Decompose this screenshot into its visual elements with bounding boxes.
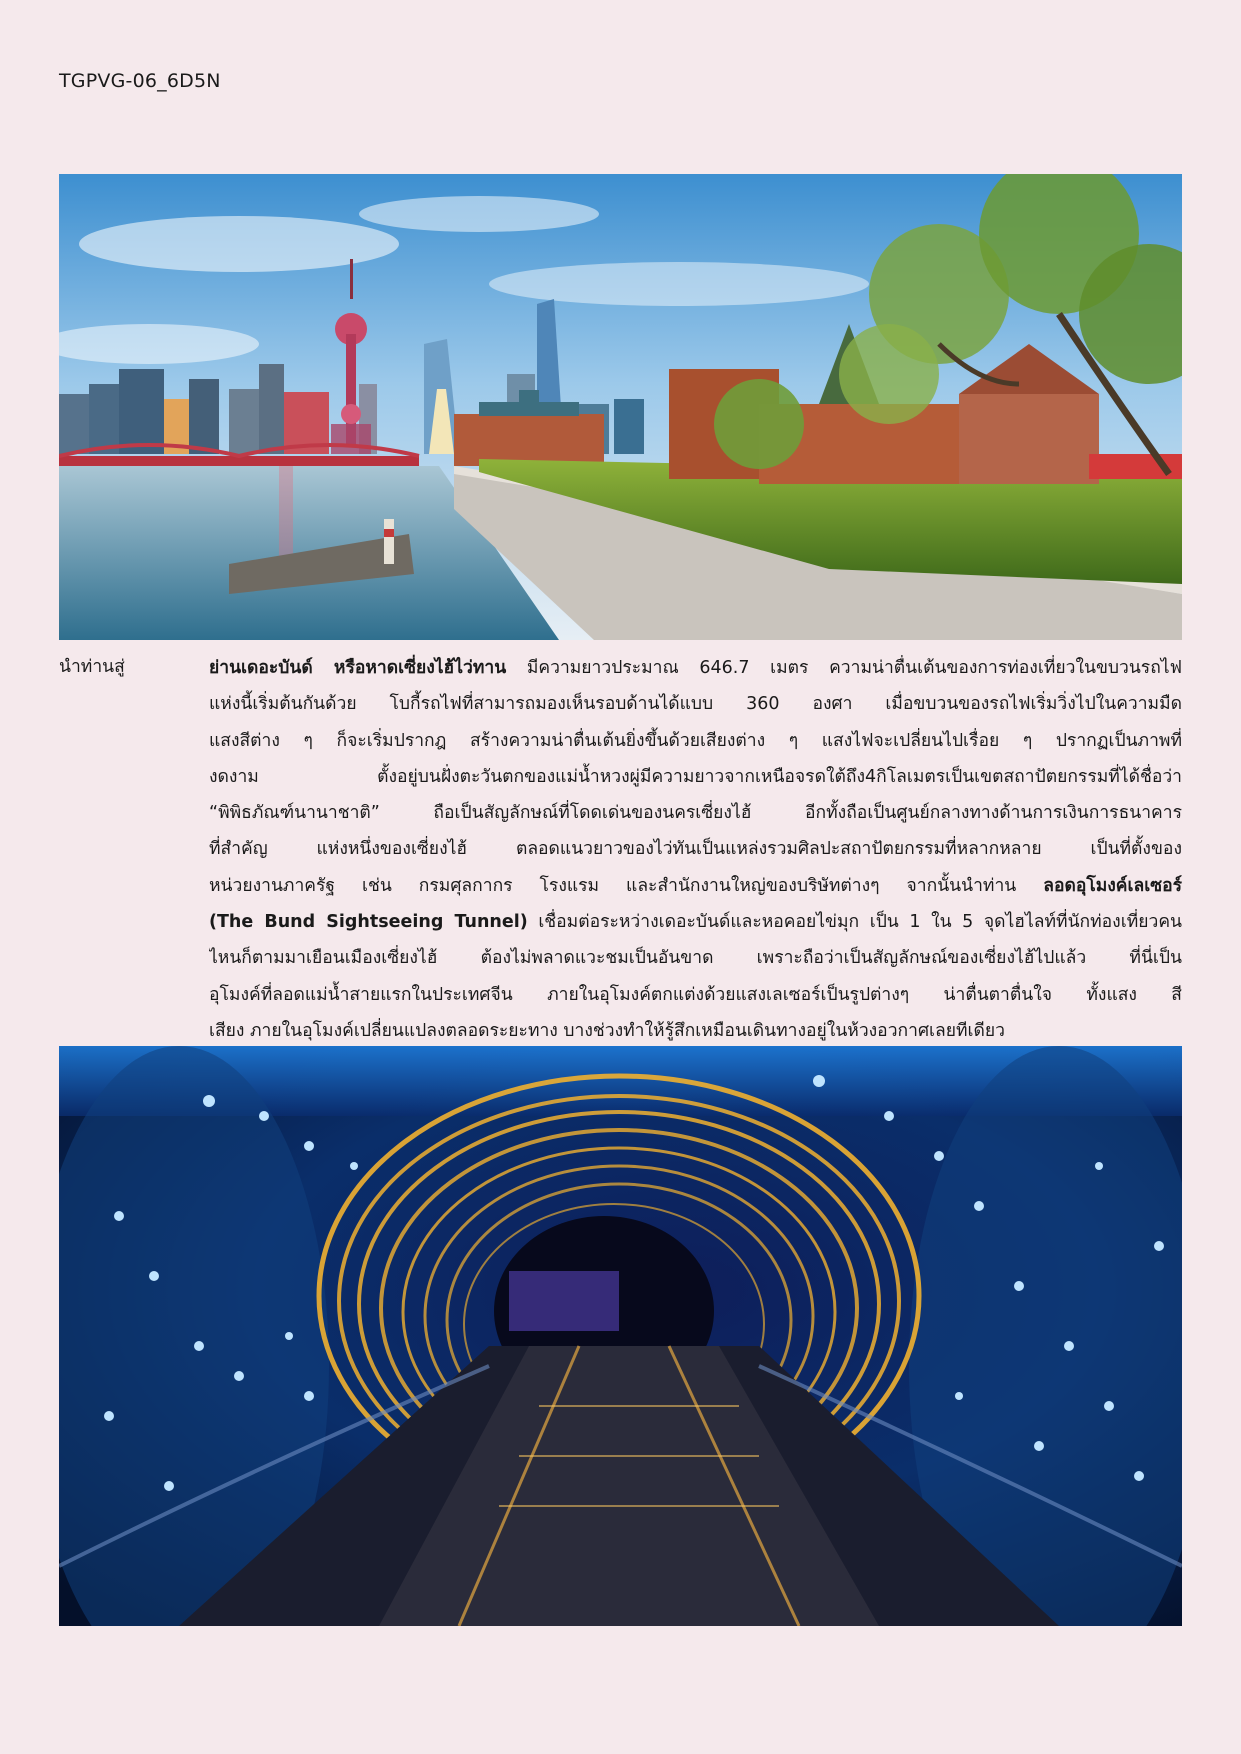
- itinerary-line: [209, 650, 1182, 686]
- body-text: เสียง ภายในอุโมงค์เปลี่ยนแปลงตลอดระยะทาง บางช่วงทำให้รู้สึกเหมือนเดินทางอยู่ในห้วงอวกาศเลยทีเดียว: [209, 1020, 1005, 1041]
- body-text: ที่สำคัญ แห่งหนึ่งของเซี่ยงไฮ้ ตลอดแนวยาวของไว่ทันเป็นแหล่งรวมศิลปะสถาปัตยกรรมที่หลากหลาย เป็นที่ตั้งของ: [209, 839, 1182, 860]
- itinerary-label: นำท่านสู่: [59, 657, 125, 677]
- itinerary-line: [209, 795, 1182, 831]
- itinerary-line: [209, 759, 1182, 795]
- itinerary-line: [209, 831, 1182, 867]
- itinerary-description: [209, 650, 1182, 1049]
- highlight-text: ย่านเดอะบันด์ หรือหาดเซี่ยงไฮ้ไว่ทาน: [209, 658, 507, 678]
- body-text: แสงสีต่าง ๆ ก็จะเริ่มปรากฎ สร้างความน่าตื่นเต้นยิ่งขึ้นด้วยเสียงต่าง ๆ แสงไฟจะเปลี่ยนไปเรื่อย ๆ ปรากฏเป็นภาพที่: [209, 730, 1182, 751]
- body-text: ไหนก็ตามมาเยือนเมืองเซี่ยงไฮ้ ต้องไม่พลาดแวะชมเป็นอันขาด เพราะถือว่าเป็นสัญลักษณ์ของเซี่ยงไฮ้ไปแล้ว ที่นี่เป็น: [209, 948, 1182, 969]
- itinerary-line: [209, 1013, 1182, 1049]
- body-text: “พิพิธภัณฑ์นานาชาติ” ถือเป็นสัญลักษณ์ที่โดดเด่นของนครเซี่ยงไฮ้ อีกทั้งถือเป็นศูนย์กลางทางด้านการเงินการธนาคาร: [209, 803, 1182, 824]
- highlight-text: (The Bund Sightseeing Tunnel): [209, 912, 528, 933]
- body-text: แห่งนี้เริ่มต้นกันด้วย โบกี้รถไฟที่สามารถมองเห็นรอบด้านได้แบบ 360 องศา เมื่อขบวนของรถไฟเริ่มวิ่งไปในความมืด: [209, 694, 1182, 715]
- itinerary-line: [209, 686, 1182, 722]
- itinerary-line: [209, 868, 1182, 904]
- body-text: มีความยาวประมาณ 646.7 เมตร ความน่าตื่นเต้นของการท่องเที่ยวในขบวนรถไฟ: [506, 658, 1182, 678]
- document-code: TGPVG-06_6D5N: [59, 70, 221, 92]
- highlight-text: ลอดอุโมงค์เลเซอร์: [1043, 875, 1182, 896]
- itinerary-line: [209, 977, 1182, 1013]
- body-text: หน่วยงานภาครัฐ เช่น กรมศุลกากร โรงแรม และสำนักงานใหญ่ของบริษัทต่างๆ จากนั้นนำท่าน: [209, 875, 1044, 896]
- itinerary-line: [209, 723, 1182, 759]
- body-text: งดงาม ตั้งอยู่บนฝั่งตะวันตกของแม่น้ำหวงผู่มีความยาวจากเหนือจรดใต้ถึง4กิโลเมตรเป็นเขตสถาปัตยกรรมที่ได้ชื่อว่า: [209, 766, 1182, 787]
- body-text: เชื่อมต่อระหว่างเดอะบันด์และหอคอยไข่มุก เป็น 1 ใน 5 จุดไฮไลท์ที่นักท่องเที่ยวคน: [527, 912, 1182, 933]
- bund-sightseeing-tunnel-photo: [59, 1046, 1182, 1626]
- body-text: อุโมงค์ที่ลอดแม่น้ำสายแรกในประเทศจีน ภายในอุโมงค์ตกแต่งด้วยแสงเลเซอร์เป็นรูปต่างๆ น่าตื่นตาตื่นใจ ทั้งแสง สี: [209, 984, 1182, 1005]
- itinerary-line: [209, 940, 1182, 976]
- itinerary-line: [209, 904, 1182, 940]
- bund-skyline-photo: [59, 174, 1182, 640]
